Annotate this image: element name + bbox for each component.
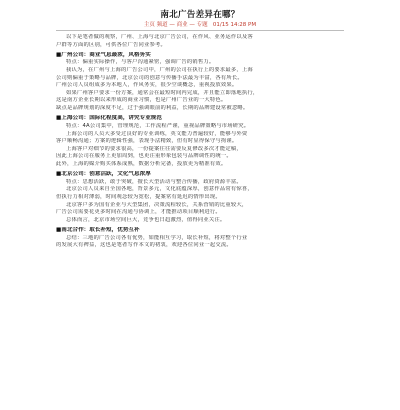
body-line: 以下是笔者做的观察，广州、上海与北京广告公司，在作风、业务运作以及客: [66, 34, 253, 40]
section-heading: ■广州公司：商业气息最浓，风格务实: [56, 51, 151, 58]
body-line: 的发展大有裨益，这也是笔者写作本文的初衷，欢迎各位同业一起交流。: [56, 242, 232, 249]
body-line: 但执行力相对薄弱，时间观念较为宽松，提案常有延迟的情形出现。: [56, 193, 221, 200]
body-line: 上海客户对细节的要求很高，一份提案往往需要反复修改多次才能定稿，: [66, 145, 242, 152]
body-line: 因此上海公司在服务上更加周到，也更注重形象包装与品牌调性的统一。: [56, 153, 232, 160]
section-guangzhou: [56, 52, 344, 113]
body-line: 广告公司需要花更多时间在沟通与协调上，才能推动项目顺利进行。: [56, 209, 221, 216]
article-title: 南北广告差异在哪？: [160, 10, 240, 20]
section-beijing: [56, 171, 344, 224]
body-line: 如果广州客户要求一份方案，通常会在最短时间内完成，并且能立即落地执行，: [66, 89, 259, 96]
section-heading: ■南北合作：取长补短，优势互补: [56, 226, 140, 233]
section-heading: ■北京公司：创意活跃，文化气息浓厚: [56, 171, 151, 177]
body-line: 特点：思想活跃，敢于突破，擅长大型活动与整合传播，政府资源丰富。: [66, 178, 242, 185]
body-line: 客户顺畅沟通；方案的逻辑性强，表现手法精致，但有时显得保守与拘谨。: [56, 138, 238, 145]
section-shanghai: [56, 115, 344, 168]
body-line: 总结：三地的广告公司各有优势，如能相互学习，取长补短，将对整个行业: [66, 234, 248, 241]
body-line: 特点：偏重实际操作，与客户沟通紧密，强调广告的销售力。: [66, 59, 215, 66]
intro-paragraph: [56, 34, 344, 49]
body-line: 广州公司人员组成多为本地人，作风务实，很少空谈概念，重视投放效果。: [56, 82, 238, 89]
article-meta: [0, 20, 400, 28]
section-heading: ■上海公司：国际化程度高，讲究专业规范: [56, 115, 162, 122]
body-line: 公司则偏重于策略与品牌，北京公司的创意与传播手法最为丰富，各有所长。: [56, 74, 243, 81]
body-line: 户群等方面的区别，可供各位广告同业参考。: [56, 41, 166, 48]
title-divider: [56, 30, 344, 31]
section-conclusion: [56, 227, 344, 250]
body-line: 此外，上海的媒介购买体系成熟，数据分析完备，投放更为精准有效。: [56, 160, 227, 167]
meta-timestamp: 01/15 14:28 PM: [212, 22, 257, 28]
body-line: 特点：4A公司集中，管理规范，工作流程严谨，重视品牌策略与市场研究。: [66, 122, 250, 129]
body-line: 总体而言，北京市场空间巨大，竞争也日趋激烈，值得同业关注。: [66, 216, 226, 223]
body-line: 上海公司的人员大多受过良好的专业训练，英文能力普遍较好，能够与外资: [66, 130, 248, 137]
body-line: 缺点是品牌规划的深度不足，过于强调眼前的利益，长期的品牌建设常被忽略。: [56, 105, 249, 112]
body-line: 北京客户多为国有企业与大型集团，决策流程较长，关系营销的比重较大，: [66, 201, 248, 208]
body-line: 北京公司人员来自全国各地，背景多元，文化底蕴深厚，创意作品常有惊喜，: [66, 186, 253, 193]
meta-source[interactable]: 主页 频道 — 商业 — 专题: [143, 22, 208, 28]
body-line: 我认为，在广州与上海的广告公司中，广州的公司在执行上的要求最多，上海: [66, 67, 253, 74]
body-line: 这是南方企业长期以来形成的商业习惯，也是广州广告业的一大特色。: [56, 97, 227, 104]
article-body: [56, 34, 344, 252]
